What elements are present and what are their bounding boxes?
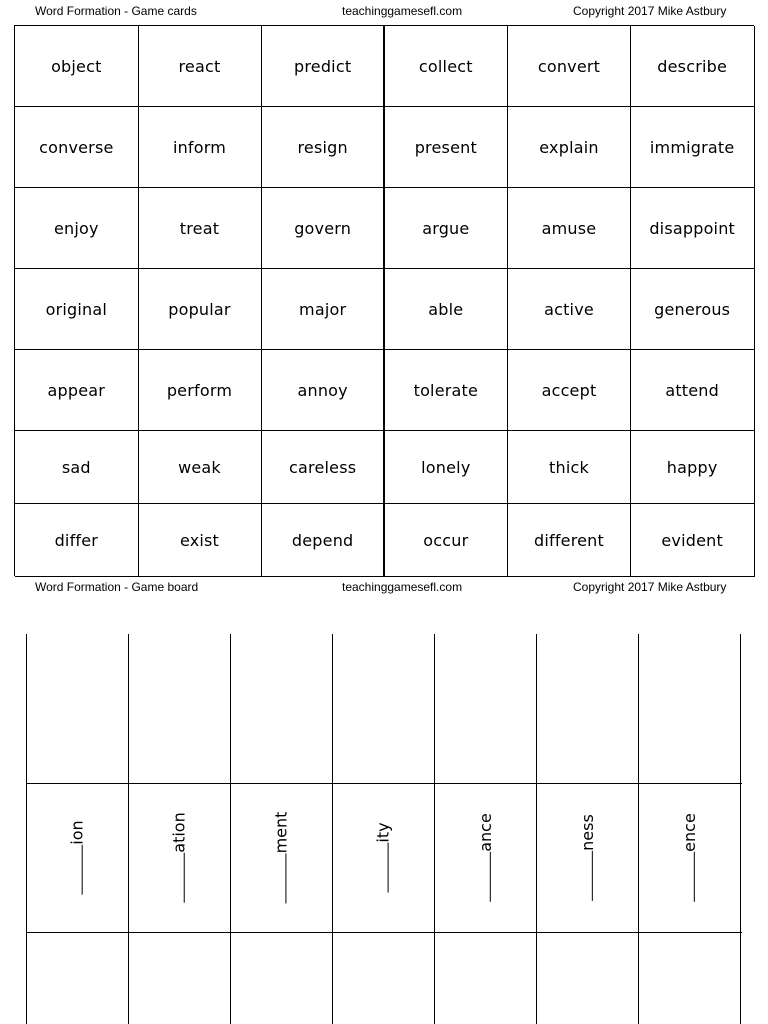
cards-header-website: teachinggamesefl.com bbox=[342, 4, 463, 18]
word-card[interactable]: describe bbox=[631, 26, 755, 107]
word-card[interactable]: thick bbox=[508, 431, 632, 504]
word-card[interactable]: object bbox=[15, 26, 139, 107]
board-row-line bbox=[26, 783, 742, 784]
word-card[interactable]: react bbox=[138, 26, 262, 107]
word-card[interactable]: explain bbox=[508, 107, 632, 188]
word-card[interactable]: weak bbox=[138, 431, 262, 504]
board-column-line bbox=[638, 634, 639, 1024]
suffix-text: ion bbox=[67, 819, 87, 845]
suffix-blank-line bbox=[81, 844, 83, 894]
word-card[interactable]: major bbox=[261, 269, 385, 350]
word-card[interactable]: occur bbox=[385, 504, 509, 577]
suffix-label bbox=[170, 812, 189, 902]
cards-page-header bbox=[0, 0, 768, 22]
suffix-text: ation bbox=[169, 811, 189, 853]
board-column-line bbox=[434, 634, 435, 1024]
word-card[interactable]: exist bbox=[138, 504, 262, 577]
word-card[interactable]: attend bbox=[631, 350, 755, 431]
word-card[interactable]: accept bbox=[508, 350, 632, 431]
word-card[interactable]: converse bbox=[15, 107, 139, 188]
board-column-line bbox=[536, 634, 537, 1024]
word-card[interactable]: resign bbox=[261, 107, 385, 188]
word-card[interactable]: differ bbox=[15, 504, 139, 577]
word-card[interactable]: enjoy bbox=[15, 188, 139, 269]
board-column-line bbox=[740, 634, 741, 1024]
word-card[interactable]: happy bbox=[631, 431, 755, 504]
suffix-blank-line bbox=[590, 850, 592, 900]
word-card[interactable]: govern bbox=[261, 188, 385, 269]
suffix-label bbox=[577, 814, 596, 901]
suffix-label bbox=[679, 813, 698, 902]
word-card[interactable]: different bbox=[508, 504, 632, 577]
suffix-text: ence bbox=[679, 812, 699, 852]
word-card[interactable]: disappoint bbox=[631, 188, 755, 269]
word-card[interactable]: perform bbox=[138, 350, 262, 431]
suffix-text: ment bbox=[271, 811, 291, 853]
word-card[interactable]: evident bbox=[631, 504, 755, 577]
suffix-label bbox=[68, 820, 87, 894]
word-card[interactable]: inform bbox=[138, 107, 262, 188]
board-column-line bbox=[26, 634, 27, 1024]
word-card[interactable]: lonely bbox=[385, 431, 509, 504]
word-card[interactable]: depend bbox=[261, 504, 385, 577]
board-header-title: Word Formation - Game board bbox=[35, 580, 199, 594]
suffix-blank-line bbox=[692, 851, 694, 901]
word-card[interactable]: active bbox=[508, 269, 632, 350]
suffix-text: ance bbox=[475, 812, 495, 852]
board-page-header bbox=[0, 576, 768, 598]
suffix-label bbox=[271, 811, 290, 903]
word-card[interactable]: annoy bbox=[261, 350, 385, 431]
word-card[interactable]: immigrate bbox=[631, 107, 755, 188]
cards-center-divider bbox=[383, 25, 385, 576]
suffix-blank-line bbox=[284, 853, 286, 903]
board-header-website: teachinggamesefl.com bbox=[342, 580, 463, 594]
word-card[interactable]: original bbox=[15, 269, 139, 350]
suffix-label bbox=[475, 813, 494, 902]
word-card[interactable]: treat bbox=[138, 188, 262, 269]
board-column-line bbox=[128, 634, 129, 1024]
word-card[interactable]: present bbox=[385, 107, 509, 188]
suffix-blank-line bbox=[183, 852, 185, 902]
suffix-text: ness bbox=[577, 813, 597, 851]
suffix-blank-line bbox=[488, 851, 490, 901]
word-card[interactable]: careless bbox=[261, 431, 385, 504]
word-card[interactable]: tolerate bbox=[385, 350, 509, 431]
cards-header-copyright: Copyright 2017 Mike Astbury bbox=[573, 4, 727, 18]
word-card[interactable]: collect bbox=[385, 26, 509, 107]
board-row-line bbox=[26, 932, 742, 933]
word-card[interactable]: sad bbox=[15, 431, 139, 504]
game-board-grid bbox=[26, 634, 742, 1024]
board-column-line bbox=[230, 634, 231, 1024]
word-card[interactable]: popular bbox=[138, 269, 262, 350]
board-column-line bbox=[332, 634, 333, 1024]
suffix-label bbox=[374, 822, 393, 892]
word-card[interactable]: appear bbox=[15, 350, 139, 431]
word-card[interactable]: argue bbox=[385, 188, 509, 269]
word-card[interactable]: amuse bbox=[508, 188, 632, 269]
word-card[interactable]: predict bbox=[261, 26, 385, 107]
word-card[interactable]: convert bbox=[508, 26, 632, 107]
suffix-text: ity bbox=[373, 821, 393, 843]
word-card[interactable]: generous bbox=[631, 269, 755, 350]
cards-header-title: Word Formation - Game cards bbox=[35, 4, 197, 18]
board-header-copyright: Copyright 2017 Mike Astbury bbox=[573, 580, 727, 594]
word-card[interactable]: able bbox=[385, 269, 509, 350]
suffix-blank-line bbox=[387, 842, 389, 892]
